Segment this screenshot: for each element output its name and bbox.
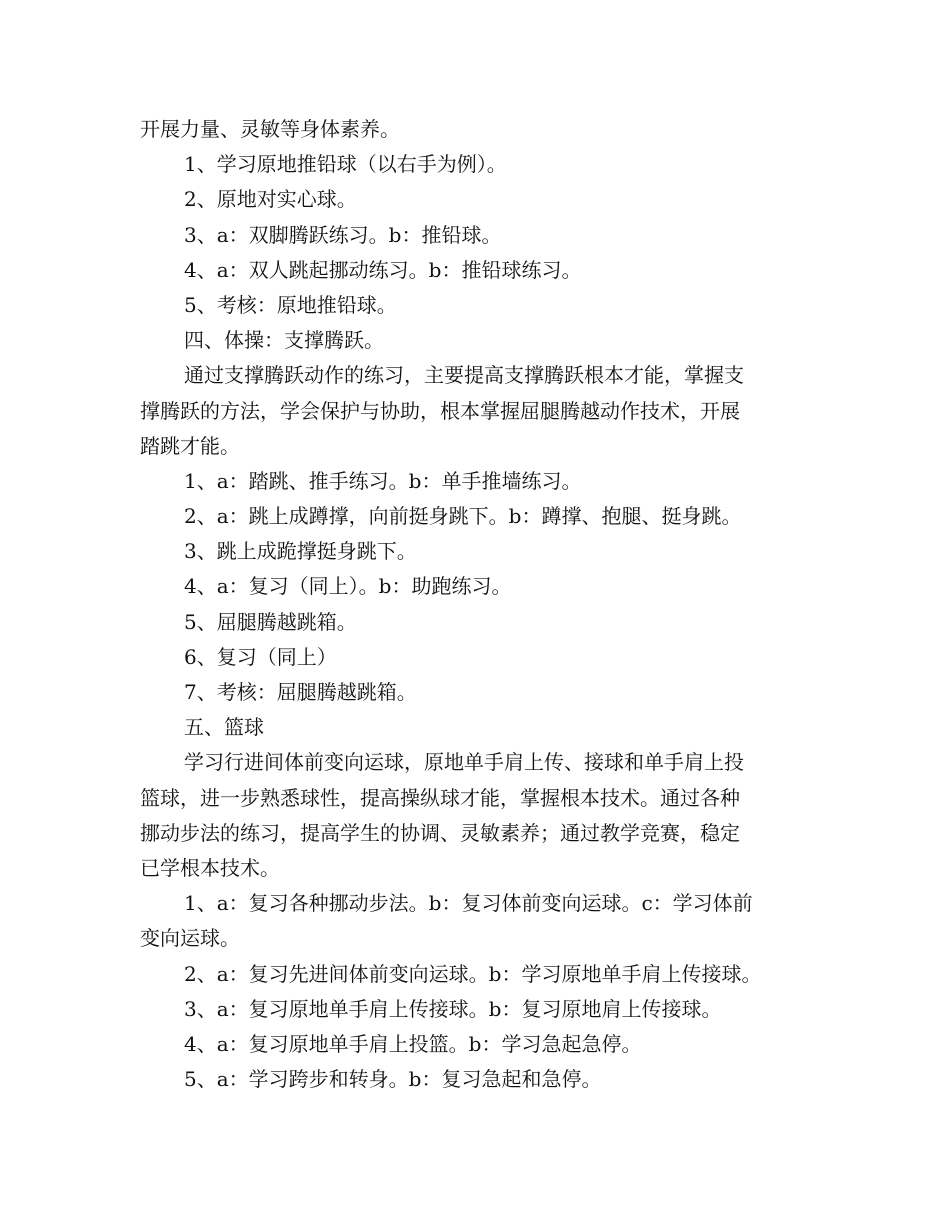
section-heading: 五、篮球 (184, 715, 264, 740)
paragraph-line: 通过支撑腾跃动作的练习，主要提高支撑腾跃根本才能，掌握支 (184, 363, 744, 388)
section-heading: 四、体操：支撑腾跃。 (184, 328, 384, 353)
list-item: 3、a：复习原地单手肩上传接球。b：复习原地肩上传接球。 (184, 996, 722, 1021)
list-item: 7、考核：屈腿腾越跳箱。 (184, 680, 417, 704)
document-body (140, 112, 812, 1097)
text-line: 开展力量、灵敏等身体素养。 (140, 117, 400, 141)
list-item: 1、a：踏跳、推手练习。b：单手推墙练习。 (184, 468, 582, 493)
list-item: 5、屈腿腾越跳箱。 (184, 609, 357, 634)
list-item: 2、原地对实心球。 (184, 187, 357, 212)
list-item: 2、a：跳上成蹲撑，向前挺身跳下。b：蹲撑、抱腿、挺身跳。 (184, 504, 742, 529)
list-item: 5、考核：原地推铅球。 (184, 292, 397, 317)
list-item: 3、a：双脚腾跃练习。b：推铅球。 (184, 222, 502, 247)
list-item: 4、a：复习原地单手肩上投篮。b：学习急起急停。 (184, 1031, 642, 1056)
list-item: 1、学习原地推铅球（以右手为例）。 (184, 152, 507, 177)
paragraph-line: 已学根本技术。 (140, 855, 280, 880)
list-item: 2、a：复习先进间体前变向运球。b：学习原地单手肩上传接球。 (184, 961, 762, 986)
paragraph-line: 篮球，进一步熟悉球性，提高操纵球才能，掌握根本技术。通过各种 (140, 785, 740, 810)
paragraph-line: 挪动步法的练习，提高学生的协调、灵敏素养；通过教学竞赛，稳定 (140, 820, 740, 845)
list-item: 6、复习（同上） (184, 644, 337, 669)
list-item-continuation: 变向运球。 (140, 926, 240, 951)
paragraph-line: 学习行进间体前变向运球，原地单手肩上传、接球和单手肩上投 (184, 750, 744, 775)
list-item: 1、a：复习各种挪动步法。b：复习体前变向运球。c：学习体前 (184, 891, 753, 916)
paragraph-line: 踏跳才能。 (140, 433, 240, 458)
list-item: 3、跳上成跪撑挺身跳下。 (184, 539, 417, 564)
list-item: 5、a：学习跨步和转身。b：复习急起和急停。 (184, 1067, 602, 1092)
list-item: 4、a：复习（同上）。b：助跑练习。 (184, 574, 512, 599)
list-item: 4、a：双人跳起挪动练习。b：推铅球练习。 (184, 257, 582, 282)
paragraph-line: 撑腾跃的方法，学会保护与协助，根本掌握屈腿腾越动作技术，开展 (140, 398, 740, 423)
